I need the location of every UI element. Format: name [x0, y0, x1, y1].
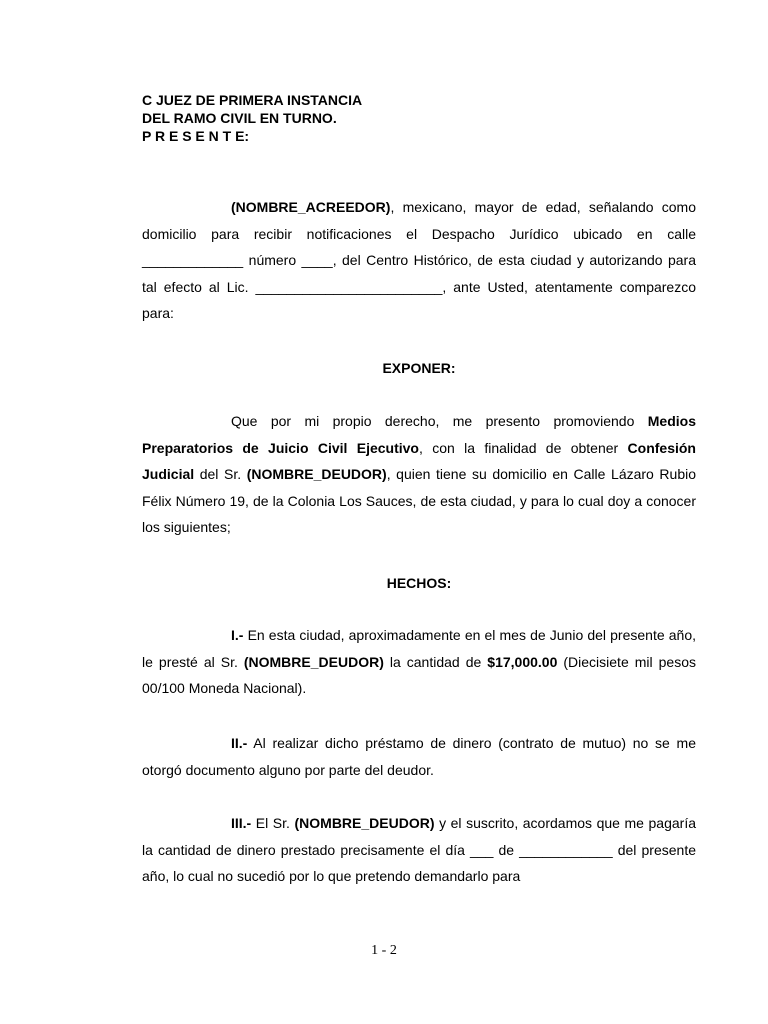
expose-paragraph: [142, 408, 696, 541]
fact-3-text-1: El Sr.: [251, 815, 295, 831]
expose-text-4: , quien tiene su domicilio en Calle Lázaro Rubio Félix Número 19, de la Colonia Los Sauces, de esta ciudad, y para lo cual doy a conocer los siguientes;: [142, 466, 697, 535]
expose-text-3: del Sr.: [194, 466, 247, 482]
debtor-name: (NOMBRE_DEUDOR): [243, 653, 384, 670]
intro-text: , mexicano, mayor de edad, señalando como domicilio para recibir notificaciones el Despacho Jurídico ubicado en calle _____________ número ____, del Centro Histórico, de esta ciudad y autorizando para tal efecto al Lic. ________________________, ante Usted, atentamente comparezco para:: [142, 199, 696, 321]
addressee-line-1: C JUEZ DE PRIMERA INSTANCIA: [142, 92, 363, 108]
addressee-block: [142, 91, 362, 145]
fact-1-text-2: la cantidad de: [383, 653, 488, 670]
section-heading-expose: EXPONER:: [382, 360, 456, 376]
fact-1-text-3: (Diecisiete mil pesos 00/100 Moneda Nacional).: [142, 653, 696, 696]
fact-2-paragraph: [142, 730, 696, 783]
expose-bold-2: Confesión Judicial: [142, 439, 696, 482]
fact-1-paragraph: [142, 622, 696, 702]
fact-2-number: II.-: [231, 735, 248, 751]
fact-2-text: Al realizar dicho préstamo de dinero (contrato de mutuo) no se me otorgó documento alguno por parte del deudor.: [142, 735, 696, 778]
fact-3-text-2: y el suscrito, acordamos que me pagaría la cantidad de dinero prestado precisamente el día ___ de ____________ del presente año, lo cual no sucedió por lo que pretendo demandarlo para: [142, 815, 697, 884]
expose-text-2: , con la finalidad de obtener: [418, 439, 628, 456]
debtor-name: (NOMBRE_DEUDOR): [294, 815, 435, 831]
creditor-name: (NOMBRE_ACREEDOR): [231, 199, 391, 215]
addressee-line-3: P R E S E N T E:: [142, 128, 250, 144]
addressee-line-2: DEL RAMO CIVIL EN TURNO.: [142, 110, 337, 126]
debtor-name: (NOMBRE_DEUDOR): [246, 466, 387, 482]
loan-amount: $17,000.00: [487, 653, 558, 670]
intro-paragraph: [142, 194, 696, 327]
section-heading-facts: HECHOS:: [386, 575, 452, 591]
expose-text-1: Que por mi propio derecho, me presento promoviendo: [231, 413, 648, 429]
fact-1-text-1: En esta ciudad, aproximadamente en el mes de Junio del presente año, le presté al Sr.: [142, 627, 696, 670]
expose-bold-1: Medios Preparatorios de Juicio Civil Ejecutivo: [142, 413, 696, 456]
page-number: 1 - 2: [371, 943, 397, 958]
fact-3-paragraph: [142, 810, 696, 890]
fact-1-number: I.-: [231, 627, 244, 643]
fact-3-number: III.-: [231, 815, 252, 831]
